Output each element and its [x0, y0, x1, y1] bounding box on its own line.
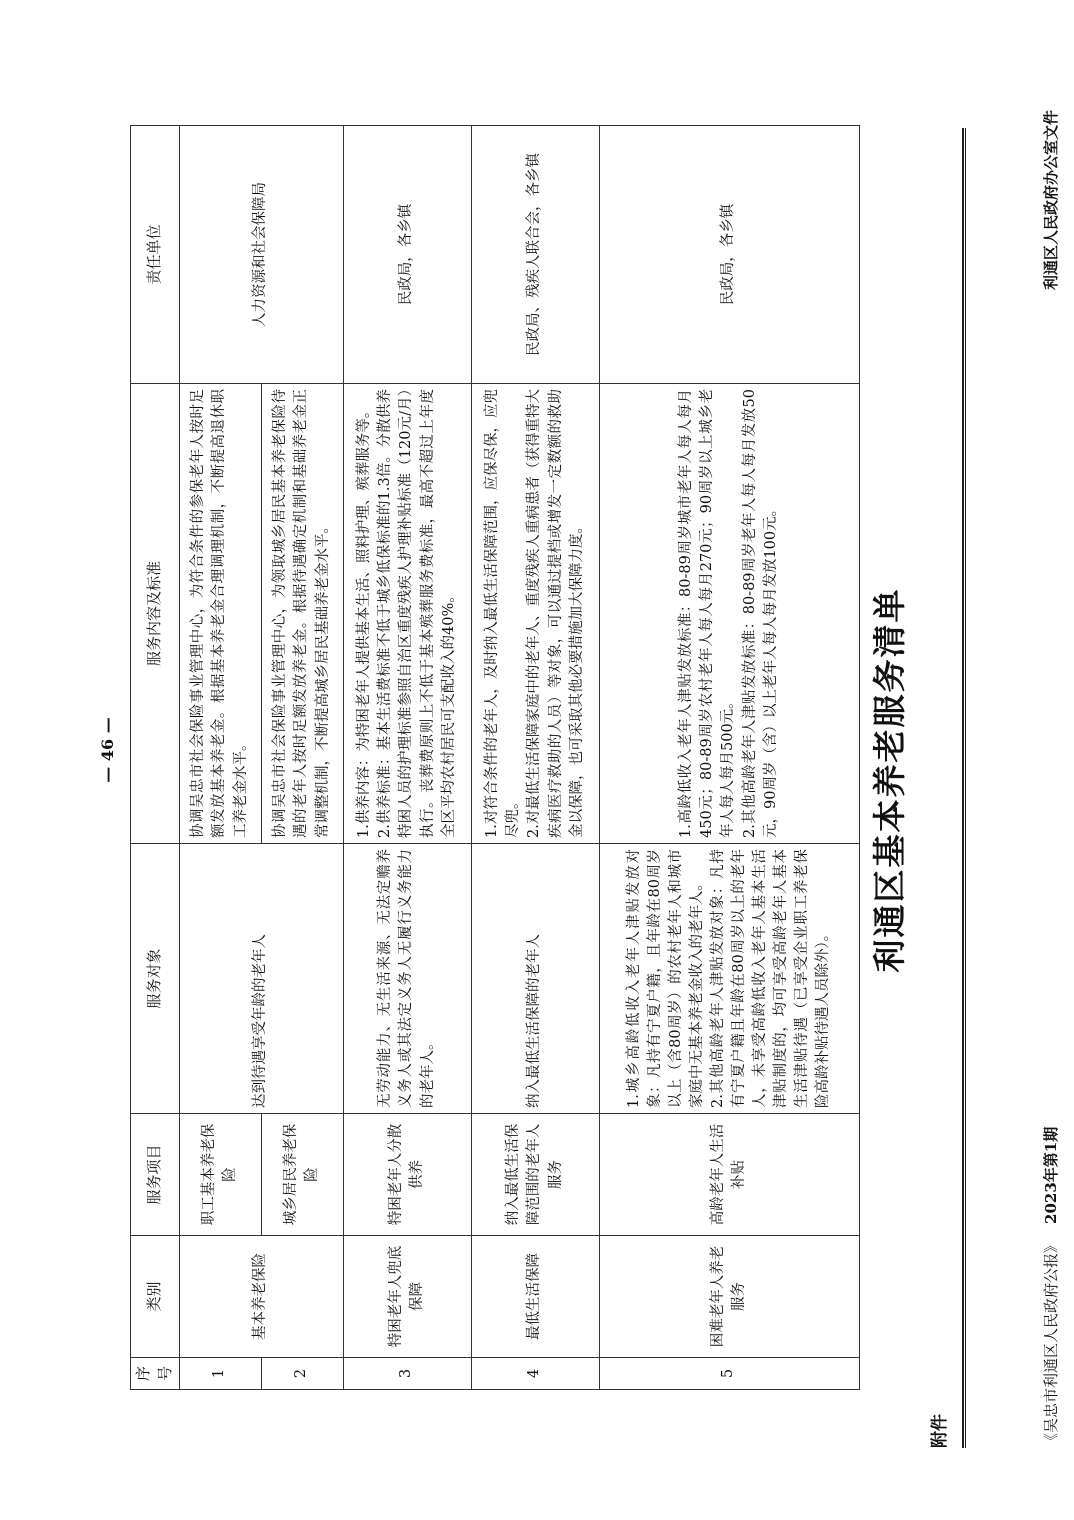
running-header-left [1040, 1127, 1061, 1448]
content-line: 1.供养内容：为特困老年人提供基本生活、照料护理、殡葬服务等。 [356, 403, 373, 838]
row-no: 1 [179, 1358, 261, 1390]
row-no: 5 [599, 1358, 859, 1390]
row-target: 纳入最低生活保障的老年人 [471, 844, 599, 1114]
row-unit: 人力资源和社会保障局 [179, 126, 343, 384]
content-line: 2.对最低生活保障家庭中的老年人、重度残疾人重病患者（获得重特大疾病医疗救助的人员）等对象，可以通过提档或增发一定数额的救助金以保障，也可采取其他必要措施加大保障力度。 [526, 389, 585, 838]
row-no: 4 [471, 1358, 599, 1390]
row-item: 高龄老年人生活补贴 [599, 1114, 859, 1236]
table-header-row [131, 126, 180, 1390]
table-row [471, 126, 599, 1390]
row-content [599, 384, 859, 844]
row-unit: 民政局、残疾人联合会，各乡镇 [471, 126, 599, 384]
row-target [599, 844, 859, 1114]
col-header-item: 服务项目 [131, 1114, 180, 1236]
row-item: 城乡居民养老保险 [261, 1114, 343, 1236]
header-rule-thick [962, 128, 964, 1448]
header-rule-thin [965, 128, 966, 1448]
row-no: 3 [343, 1358, 471, 1390]
service-list-table [130, 125, 860, 1390]
target-line: 2.其他高龄老年人津贴发放对象：凡持有宁夏户籍且年龄在80周岁以上的老年人，未享受高龄低收入老年人基本生活津贴制度的，均可享受高龄老年人基本生活津贴待遇（已享受企业职工养老保险高龄补贴待遇人员除外）。 [709, 849, 832, 1108]
running-header-right: 利通区人民政府办公室文件 [1042, 109, 1060, 290]
row-item: 纳入最低生活保障范围的老年人服务 [471, 1114, 599, 1236]
content-line: 2.其他高龄老年人津贴发放标准：80-89周岁老年人每人每月发放50元，90周岁（含）以上老年人每人每月发放100元。 [741, 389, 779, 838]
issue-label: 2023年第1期 [1042, 1126, 1060, 1224]
content-line: 1.高龄低收入老年人津贴发放标准：80-89周岁城市老年人每人每月450元；80-89周岁农村老年人每人每月270元；90周岁以上城乡老年人每人每月500元。 [678, 389, 737, 838]
target-line: 1.城乡高龄低收入老年人津贴发放对象：凡持有宁夏户籍，且年龄在80周岁以上（含80周岁）的农村老年人和城市家庭中无基本养老金收入的老年人。 [625, 849, 705, 1108]
row-unit: 民政局，各乡镇 [599, 126, 859, 384]
content-line: 1.对符合条件的老年人，及时纳入最低生活保障范围，应保尽保，应兜尽兜。 [484, 389, 522, 838]
row-category: 基本养老保险 [179, 1236, 343, 1358]
row-item: 特困老年人分散供养 [343, 1114, 471, 1236]
page-number: — 46 — [98, 717, 117, 783]
col-header-category: 类别 [131, 1236, 180, 1358]
table-row [343, 126, 471, 1390]
row-category: 困难老年人养老服务 [599, 1236, 859, 1358]
attachment-label: 附件 [930, 1414, 950, 1448]
row-content [343, 384, 471, 844]
row-category: 最低生活保障 [471, 1236, 599, 1358]
row-target: 无劳动能力、无生活来源、无法定赡养义务人或其法定义务人无履行义务能力的老年人。 [343, 844, 471, 1114]
publication-name: 《吴忠市利通区人民政府公报》 [1042, 1237, 1060, 1448]
table-row [179, 126, 261, 1390]
row-content [471, 384, 599, 844]
col-header-target: 服务对象 [131, 844, 180, 1114]
col-header-no: 序号 [131, 1358, 180, 1390]
row-category: 特困老年人兜底保障 [343, 1236, 471, 1358]
row-content: 协调吴忠市社会保险事业管理中心，为符合条件的参保老年人按时足额发放基本养老金。根据基本养老金合理调理机制，不断提高退休职工养老金水平。 [179, 384, 261, 844]
col-header-content: 服务内容及标准 [131, 384, 180, 844]
row-item: 职工基本养老保险 [179, 1114, 261, 1236]
content-line: 2.供养标准：基本生活费标准不低于城乡低保标准的1.3倍。分散供养特困人员的护理标准参照自治区重度残疾人护理补贴标准（120元/月）执行。丧葬费原则上不低于基本殡葬服务费标准，最高不超过上年度全区平均农村居民可支配收入的40%。 [377, 389, 457, 838]
col-header-unit: 责任单位 [131, 126, 180, 384]
row-no: 2 [261, 1358, 343, 1390]
table-row [599, 126, 859, 1390]
row-content: 协调吴忠市社会保险事业管理中心，为领取城乡居民基本养老保险待遇的老年人按时足额发放养老金。根据待遇确定机制和基础养老金正常调整机制，不断提高城乡居民基础养老金水平。 [261, 384, 343, 844]
row-target: 达到待遇享受年龄的老年人 [179, 844, 343, 1114]
document-title: 利通区基本养老服务清单 [870, 587, 909, 973]
row-unit: 民政局，各乡镇 [343, 126, 471, 384]
